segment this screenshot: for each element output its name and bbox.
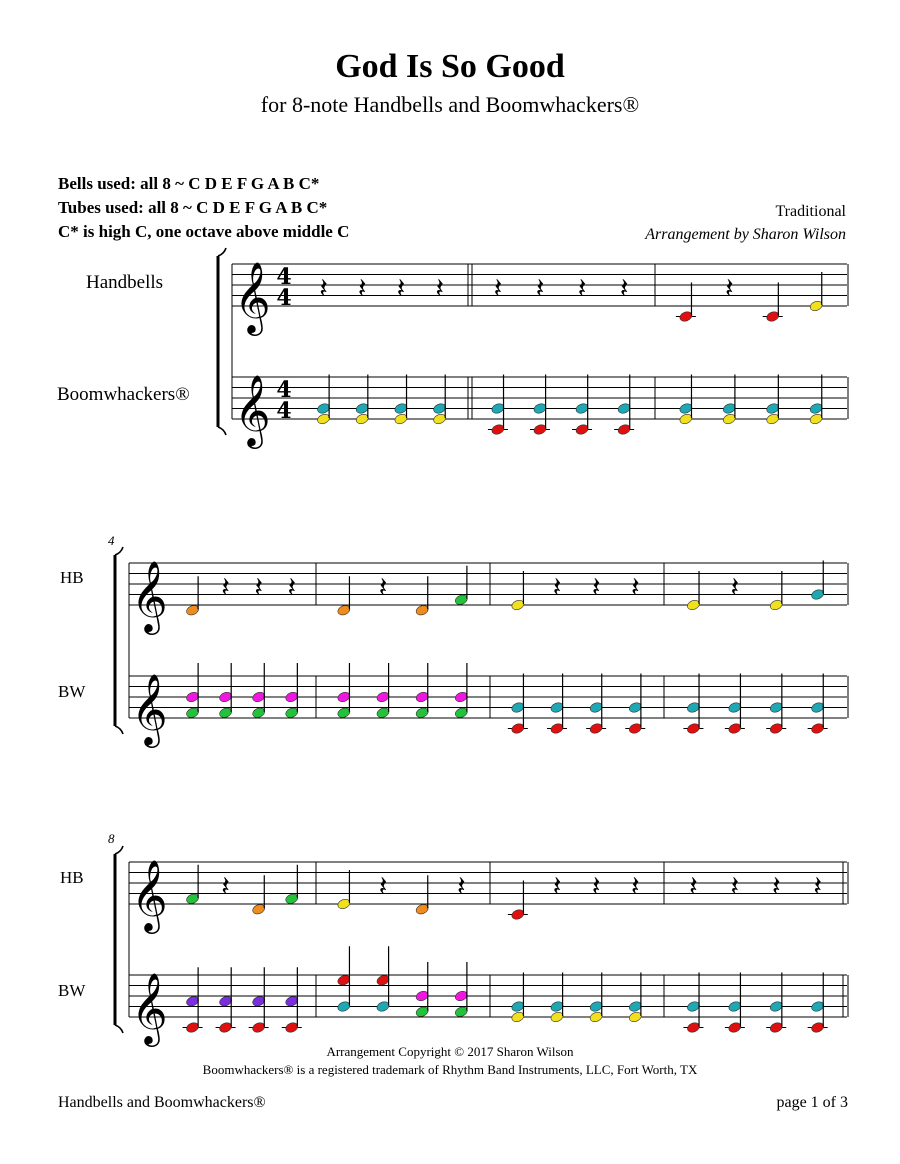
- measure-number: 8: [108, 831, 115, 846]
- quarter-rest: 𝄽: [813, 869, 822, 903]
- quarter-rest: 𝄽: [552, 570, 562, 604]
- quarter-rest: 𝄽: [552, 869, 562, 903]
- time-signature-top: 4: [276, 264, 292, 290]
- quarter-rest: 𝄽: [396, 271, 406, 305]
- quarter-rest: 𝄽: [730, 869, 740, 903]
- copyright-notice: Arrangement Copyright © 2017 Sharon Wilson: [326, 1044, 574, 1059]
- quarter-rest: 𝄽: [287, 570, 297, 604]
- quarter-rest: 𝄽: [631, 869, 640, 903]
- measure-number: 4: [108, 533, 115, 548]
- page-subtitle: for 8-note Handbells and Boomwhackers®: [260, 92, 640, 117]
- instrument-label-handbells: Handbells: [86, 272, 164, 293]
- quarter-rest: 𝄽: [577, 271, 587, 305]
- instrument-label-hb: HB: [60, 568, 84, 587]
- quarter-rest: 𝄽: [378, 869, 388, 903]
- bracket-top: [115, 846, 123, 854]
- quarter-rest: 𝄽: [591, 570, 601, 604]
- quarter-rest: 𝄽: [730, 570, 740, 604]
- quarter-rest: 𝄽: [535, 271, 545, 305]
- trademark-notice: Boomwhackers® is a registered trademark of Rhythm Band Instruments, LLC, Fort Worth, TX: [202, 1062, 698, 1077]
- quarter-rest: 𝄽: [457, 869, 466, 903]
- quarter-rest: 𝄽: [221, 869, 230, 903]
- arranger-credit: Arrangement by Sharon Wilson: [645, 226, 846, 243]
- treble-clef-icon: 𝄞: [234, 373, 271, 446]
- instrument-label-hb: HB: [60, 868, 84, 887]
- page-title: God Is So Good: [335, 48, 565, 85]
- quarter-rest: 𝄽: [619, 271, 629, 305]
- quarter-rest: 𝄽: [254, 570, 263, 604]
- treble-clef-icon: 𝄞: [131, 559, 168, 632]
- time-signature-bottom: 4: [276, 285, 292, 311]
- tubes-used-note: Tubes used: all 8 ~ C D E F G A B C*: [58, 198, 328, 217]
- bracket-top: [115, 547, 123, 555]
- quarter-rest: 𝄽: [319, 271, 328, 305]
- composer-credit: Traditional: [775, 203, 846, 220]
- page-number: page 1 of 3: [776, 1094, 848, 1111]
- time-signature-bottom: 4: [276, 398, 292, 424]
- time-signature-top: 4: [276, 377, 292, 403]
- instrument-label-bw: BW: [58, 682, 86, 701]
- quarter-rest: 𝄽: [357, 271, 367, 305]
- treble-clef-icon: 𝄞: [131, 971, 168, 1044]
- quarter-rest: 𝄽: [591, 869, 601, 903]
- footer-title: Handbells and Boomwhackers®: [58, 1094, 266, 1111]
- bracket-bottom: [115, 726, 123, 734]
- quarter-rest: 𝄽: [771, 869, 781, 903]
- instrument-label-bw: BW: [58, 981, 86, 1000]
- bells-used-note: Bells used: all 8 ~ C D E F G A B C*: [58, 174, 320, 193]
- quarter-rest: 𝄽: [493, 271, 503, 305]
- quarter-rest: 𝄽: [378, 570, 388, 604]
- bracket-bottom: [115, 1025, 123, 1033]
- bracket-bottom: [218, 427, 226, 435]
- quarter-rest: 𝄽: [221, 570, 230, 604]
- quarter-rest: 𝄽: [631, 570, 640, 604]
- bracket-top: [218, 248, 226, 256]
- treble-clef-icon: 𝄞: [131, 672, 168, 745]
- high-c-note: C* is high C, one octave above middle C: [58, 222, 350, 241]
- treble-clef-icon: 𝄞: [234, 260, 271, 333]
- quarter-rest: 𝄽: [689, 869, 698, 903]
- instrument-label-boomwhackers: Boomwhackers®: [57, 384, 190, 405]
- treble-clef-icon: 𝄞: [131, 858, 168, 931]
- quarter-rest: 𝄽: [435, 271, 444, 305]
- quarter-rest: 𝄽: [725, 271, 734, 305]
